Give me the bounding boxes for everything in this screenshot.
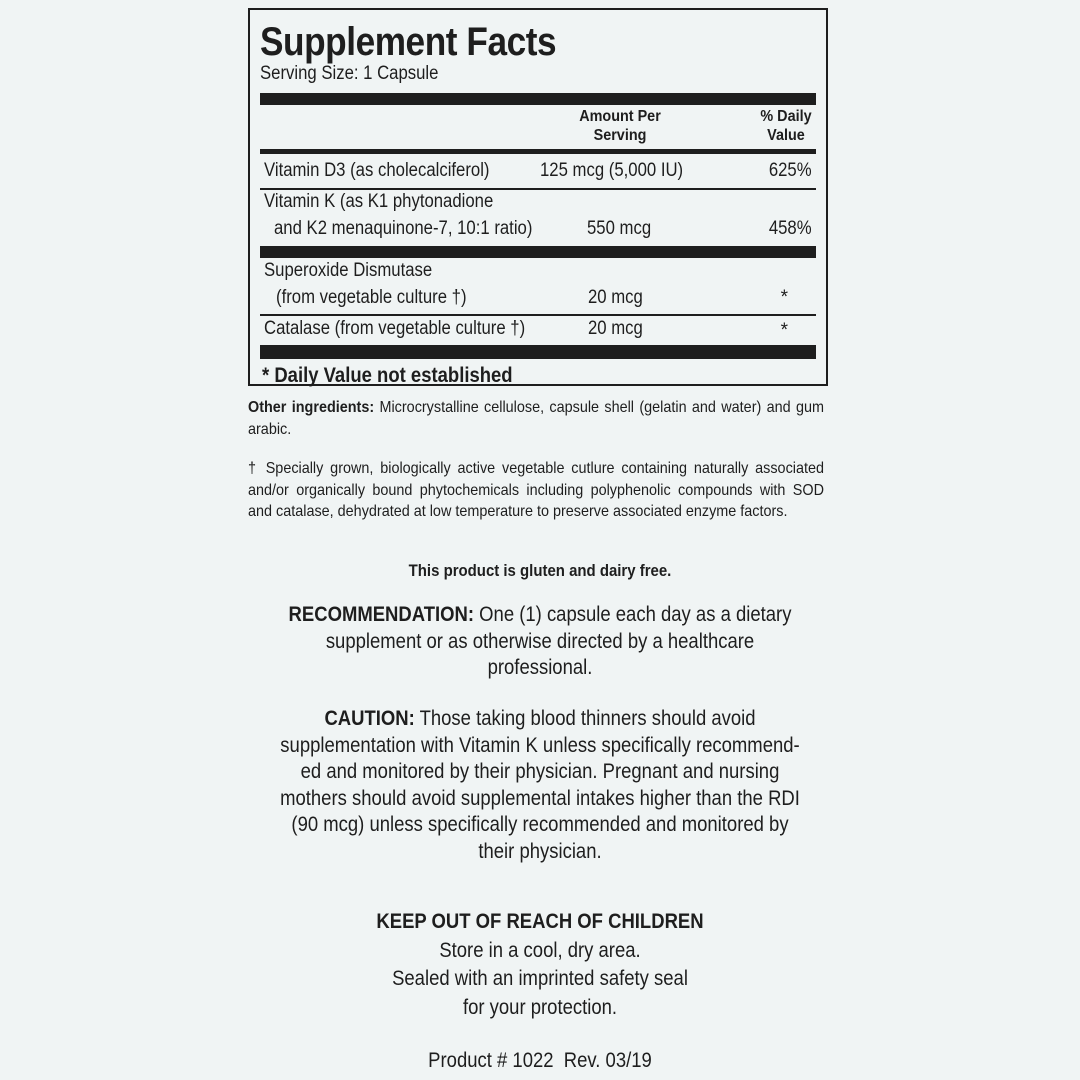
nutrient-row-catalase <box>260 316 816 345</box>
nutrient-name: Catalase (from vegetable culture †) <box>264 318 526 339</box>
nutrient-name: Superoxide Dismutase <box>264 260 433 281</box>
divider-thick <box>260 345 816 359</box>
nutrient-name-cont: and K2 menaquinone-7, 10:1 ratio) <box>274 218 533 239</box>
product-code: Product # 1022 Rev. 03/19 <box>428 1049 652 1072</box>
vegetable-culture-note: † Specially grown, biologically active vegetable cutlure containing naturally associated and/or organically bound phytochemicals including polyphenolic compounds with SOD and catalase, dehydrated at low temperature to preserve associated enzyme factors. <box>248 460 824 520</box>
amount-per-serving-header: Amount Per Serving <box>579 108 661 144</box>
recommendation-label: RECOMMENDATION: <box>288 603 475 626</box>
caution: CAUTION: Those taking blood thinners should avoid supplementation with Vitamin K unless specifically recommend- ed and monitored by their physician. Pregnant and nursing mothers should avoid supplemental intakes higher than the RDI (90 mcg) unless specifically recommended and monitored by their physician. <box>280 707 800 863</box>
nutrient-amount: 125 mcg (5,000 IU) <box>540 160 684 181</box>
nutrient-amount: 20 mcg <box>588 318 643 339</box>
caution-label: CAUTION: <box>324 707 415 730</box>
storage-instructions: KEEP OUT OF REACH OF CHILDREN Store in a cool, dry area. Sealed with an imprinted safety seal for your protection. <box>232 908 848 1022</box>
nutrient-dv: * <box>780 320 788 341</box>
recommendation: RECOMMENDATION: One (1) capsule each day as a dietary supplement or as otherwise directed by a healthcare professional. <box>288 603 792 679</box>
nutrient-row-vitamin-k <box>260 190 816 246</box>
nutrient-row-superoxide-dismutase <box>260 258 816 314</box>
supplement-facts-panel <box>248 8 828 386</box>
nutrient-dv: 625% <box>769 160 812 181</box>
other-ingredients <box>248 397 824 440</box>
serving-size: Serving Size: 1 Capsule <box>260 63 439 84</box>
nutrient-amount: 550 mcg <box>587 218 652 239</box>
divider-thick <box>260 246 816 258</box>
other-ingredients-label: Other ingredients: <box>248 399 375 416</box>
nutrient-amount: 20 mcg <box>588 287 643 308</box>
allergen-statement: This product is gluten and dairy free. <box>408 561 672 580</box>
keep-out-of-reach-heading: KEEP OUT OF REACH OF CHILDREN <box>376 910 704 933</box>
divider-thick <box>260 93 816 105</box>
nutrient-dv: * <box>780 287 788 308</box>
facts-title: Supplement Facts <box>260 20 557 64</box>
nutrient-dv: 458% <box>769 218 812 239</box>
column-header-row <box>260 105 816 149</box>
daily-value-header: % Daily Value <box>760 108 812 144</box>
daily-value-footnote: * Daily Value not established <box>262 364 513 387</box>
nutrient-name: Vitamin D3 (as cholecalciferol) <box>264 160 490 181</box>
nutrient-name-cont: (from vegetable culture †) <box>276 287 467 308</box>
nutrient-name: Vitamin K (as K1 phytonadione <box>264 191 494 212</box>
other-ingredients-text: Microcrystalline cellulose, capsule shell (gelatin and water) and gum arabic. <box>248 399 824 438</box>
nutrient-row-vitamin-d3 <box>260 154 816 188</box>
